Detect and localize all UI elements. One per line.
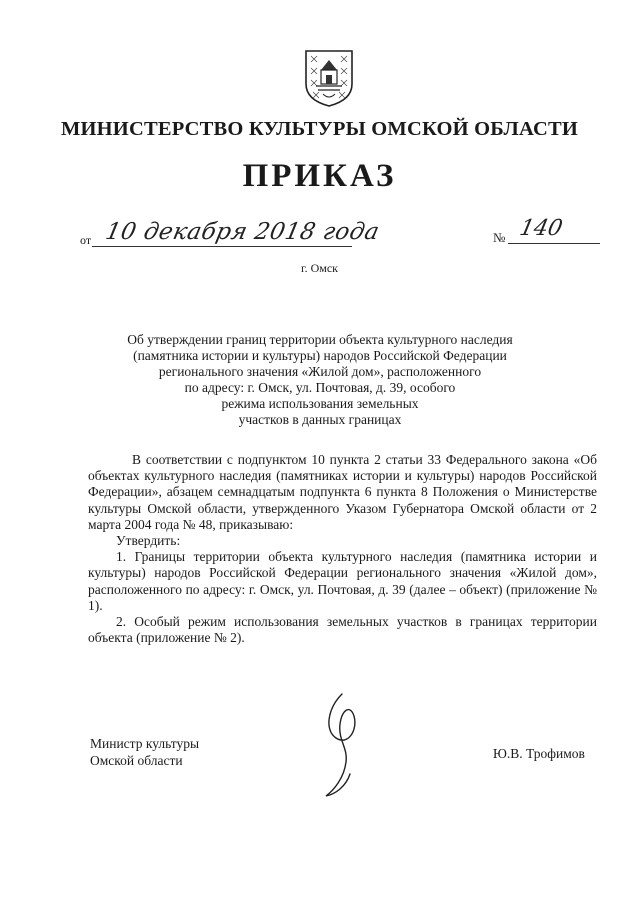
handwritten-number: 140 [517, 216, 565, 241]
subject-line: режима использования земельных [221, 396, 419, 411]
document-subject [100, 332, 540, 428]
item-2-paragraph: 2. Особый режим использования земельных участков в границах территории объекта (приложение № 2). [88, 614, 597, 646]
signer-title-line: Омской области [90, 753, 183, 768]
signer-position [90, 735, 199, 769]
subject-line: (памятника истории и культуры) народов Российской Федерации [133, 348, 507, 363]
number-label: № [493, 230, 506, 245]
handwritten-date: 10 декабря 2018 года [103, 219, 382, 245]
document-type-title: ПРИКАЗ [242, 158, 397, 194]
city-label: г. Омск [301, 261, 338, 275]
ministry-title: МИНИСТЕРСТВО КУЛЬТУРЫ ОМСКОЙ ОБЛАСТИ [60, 118, 579, 140]
item-1-paragraph: 1. Границы территории объекта культурного наследия (памятника истории и культуры) народов Российской Федерации регионального значения «Жилой дом», расположенного по адресу: г. Омск, ул. Почтовая, д. 39 (далее – объект) (приложение № 1). [88, 549, 597, 613]
signer-name: Ю.В. Трофимов [493, 746, 585, 761]
subject-line: участков в данных границах [238, 412, 402, 427]
coat-of-arms-icon [303, 48, 355, 108]
handwritten-signature-icon [318, 690, 372, 802]
date-from-label: от [80, 233, 92, 247]
subject-line: регионального значения «Жилой дом», расположенного [158, 364, 482, 379]
signer-title-line: Министр культуры [90, 736, 200, 751]
subject-line: Об утверждении границ территории объекта культурного наследия [127, 332, 513, 347]
number-underline [508, 243, 600, 244]
approve-heading: Утвердить: [116, 533, 181, 549]
preamble-paragraph: В соответствии с подпунктом 10 пункта 2 статьи 33 Федерального закона «Об объектах культурного наследия (памятниках истории и культуры) народов Российской Федерации», абзацем семнадцатым подпункта 6 пункта 8 Положения о Министерстве культуры Омской области, утвержденного Указом Губернатора Омской области от 2 марта 2004 года № 48, приказываю: [88, 452, 597, 532]
document-body [88, 452, 597, 646]
date-underline [92, 246, 352, 247]
subject-line: по адресу: г. Омск, ул. Почтовая, д. 39, особого [184, 380, 456, 395]
